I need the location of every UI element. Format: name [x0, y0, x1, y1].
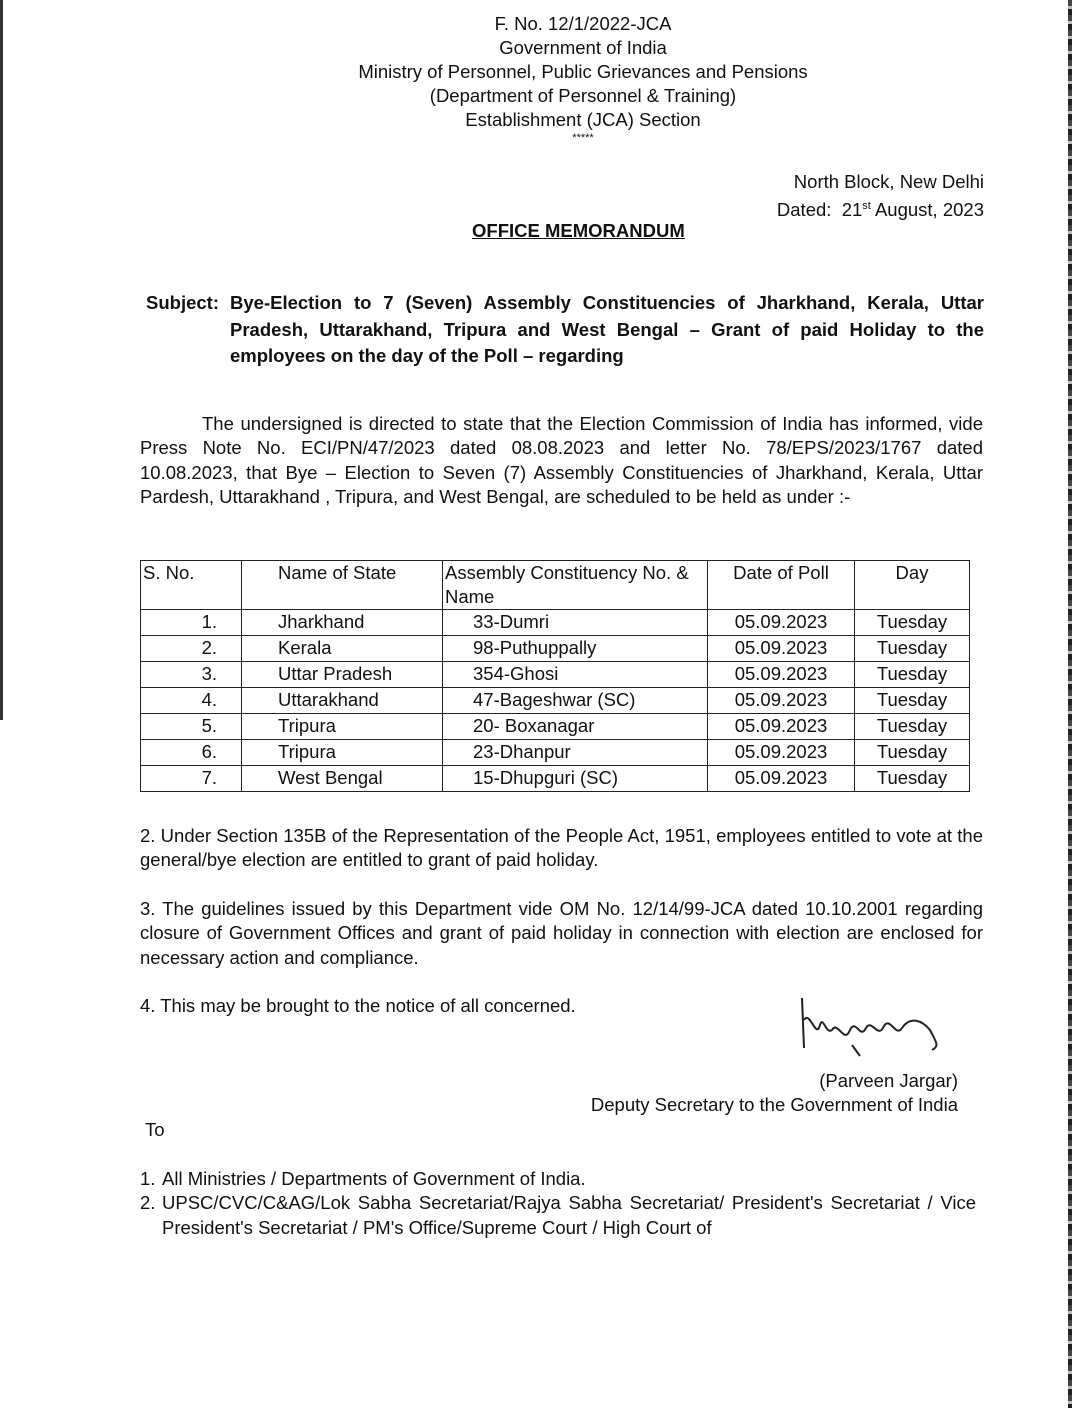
cell-state: Uttarakhand — [242, 688, 443, 714]
cell-state: Tripura — [242, 714, 443, 740]
table-row — [141, 766, 970, 792]
cell-sno: 5. — [141, 714, 242, 740]
file-number: F. No. 12/1/2022-JCA — [494, 13, 672, 34]
table-row — [141, 688, 970, 714]
cell-date: 05.09.2023 — [708, 766, 855, 792]
table-row — [141, 740, 970, 766]
ministry: Ministry of Personnel, Public Grievances and Pensions — [358, 61, 808, 82]
table-row — [141, 610, 970, 636]
recipient-item — [140, 1191, 976, 1240]
place-date — [777, 170, 984, 222]
cell-constituency: 15-Dhupguri (SC) — [443, 766, 708, 792]
table-row — [141, 714, 970, 740]
recipient-item — [140, 1167, 976, 1191]
cell-state: Uttar Pradesh — [242, 662, 443, 688]
cell-sno: 2. — [141, 636, 242, 662]
col-constituency: Assembly Constituency No. & Name — [443, 561, 708, 610]
cell-day: Tuesday — [855, 662, 970, 688]
letterhead — [0, 12, 1088, 144]
cell-date: 05.09.2023 — [708, 636, 855, 662]
signatory-designation: Deputy Secretary to the Government of India — [590, 1094, 958, 1115]
to-label: To — [145, 1119, 165, 1140]
subject-text: Bye-Election to 7 (Seven) Assembly Constituencies of Jharkhand, Kerala, Uttar Pradesh, Uttarakhand, Tripura and West Bengal – Grant of paid Holiday to the employees on the day of the Poll – regarding — [230, 292, 984, 366]
section: Establishment (JCA) Section — [465, 109, 701, 130]
memo-title: OFFICE MEMORANDUM — [472, 220, 685, 241]
paragraph-4: 4. This may be brought to the notice of all concerned. — [140, 995, 576, 1016]
recipient-number: 2. — [140, 1192, 156, 1214]
col-day: Day — [855, 561, 970, 610]
place: North Block, New Delhi — [793, 171, 984, 192]
cell-day: Tuesday — [855, 714, 970, 740]
recipient-text: UPSC/CVC/C&AG/Lok Sabha Secretariat/Rajya Sabha Secretariat/ President's Secretariat / Vice President's Secretariat / PM's Office/Supreme Court / High Court of — [162, 1192, 976, 1238]
subject — [146, 290, 984, 370]
department: (Department of Personnel & Training) — [429, 85, 737, 106]
date: Dated: 21st August, 2023 — [776, 199, 984, 221]
cell-date: 05.09.2023 — [708, 662, 855, 688]
cell-constituency: 23-Dhanpur — [443, 740, 708, 766]
cell-constituency: 33-Dumri — [443, 610, 708, 636]
paragraph-3: 3. The guidelines issued by this Department vide OM No. 12/14/99-JCA dated 10.10.2001 regarding closure of Government Offices and grant of paid holiday in connection with election are enclosed for necessary action and compliance. — [140, 898, 983, 968]
cell-date: 05.09.2023 — [708, 610, 855, 636]
government: Government of India — [499, 37, 667, 58]
col-date: Date of Poll — [708, 561, 855, 610]
cell-sno: 1. — [141, 610, 242, 636]
cell-state: Kerala — [242, 636, 443, 662]
cell-date: 05.09.2023 — [708, 740, 855, 766]
cell-sno: 3. — [141, 662, 242, 688]
cell-constituency: 47-Bageshwar (SC) — [443, 688, 708, 714]
cell-state: Tripura — [242, 740, 443, 766]
cell-sno: 4. — [141, 688, 242, 714]
recipient-text: All Ministries / Departments of Government of India. — [162, 1168, 586, 1189]
cell-day: Tuesday — [855, 766, 970, 792]
col-state: Name of State — [242, 561, 443, 610]
cell-day: Tuesday — [855, 610, 970, 636]
cell-state: Jharkhand — [242, 610, 443, 636]
table-header-row — [141, 561, 970, 610]
stars: ***** — [572, 132, 594, 144]
cell-date: 05.09.2023 — [708, 688, 855, 714]
scan-edge-right — [1068, 0, 1072, 1408]
signatory — [591, 1069, 958, 1117]
election-schedule-table — [140, 560, 970, 792]
table-row — [141, 636, 970, 662]
recipient-number: 1. — [140, 1168, 156, 1189]
subject-label: Subject: — [146, 292, 219, 313]
cell-sno: 6. — [141, 740, 242, 766]
cell-constituency: 20- Boxanagar — [443, 714, 708, 740]
cell-sno: 7. — [141, 766, 242, 792]
signatory-name: (Parveen Jargar) — [819, 1070, 958, 1091]
cell-day: Tuesday — [855, 636, 970, 662]
cell-constituency: 354-Ghosi — [443, 662, 708, 688]
paragraph-2: 2. Under Section 135B of the Representation of the People Act, 1951, employees entitled to vote at the general/bye election are entitled to grant of paid holiday. — [140, 825, 983, 871]
cell-date: 05.09.2023 — [708, 714, 855, 740]
cell-day: Tuesday — [855, 740, 970, 766]
signature — [790, 990, 950, 1060]
recipient-list — [140, 1167, 976, 1240]
table-row — [141, 662, 970, 688]
col-sno: S. No. — [141, 561, 242, 610]
paragraph-1: The undersigned is directed to state that the Election Commission of India has informed, vide Press Note No. ECI/PN/47/2023 dated 08.08.2023 and letter No. 78/EPS/2023/1767 dated 10.08.2023, that Bye – Election to Seven (7) Assembly Constituencies of Jharkhand, Kerala, Uttar Pardesh, Uttarakhand , Tripura, and West Bengal, are scheduled to be held as under :- — [140, 413, 983, 507]
cell-day: Tuesday — [855, 688, 970, 714]
cell-state: West Bengal — [242, 766, 443, 792]
cell-constituency: 98-Puthuppally — [443, 636, 708, 662]
